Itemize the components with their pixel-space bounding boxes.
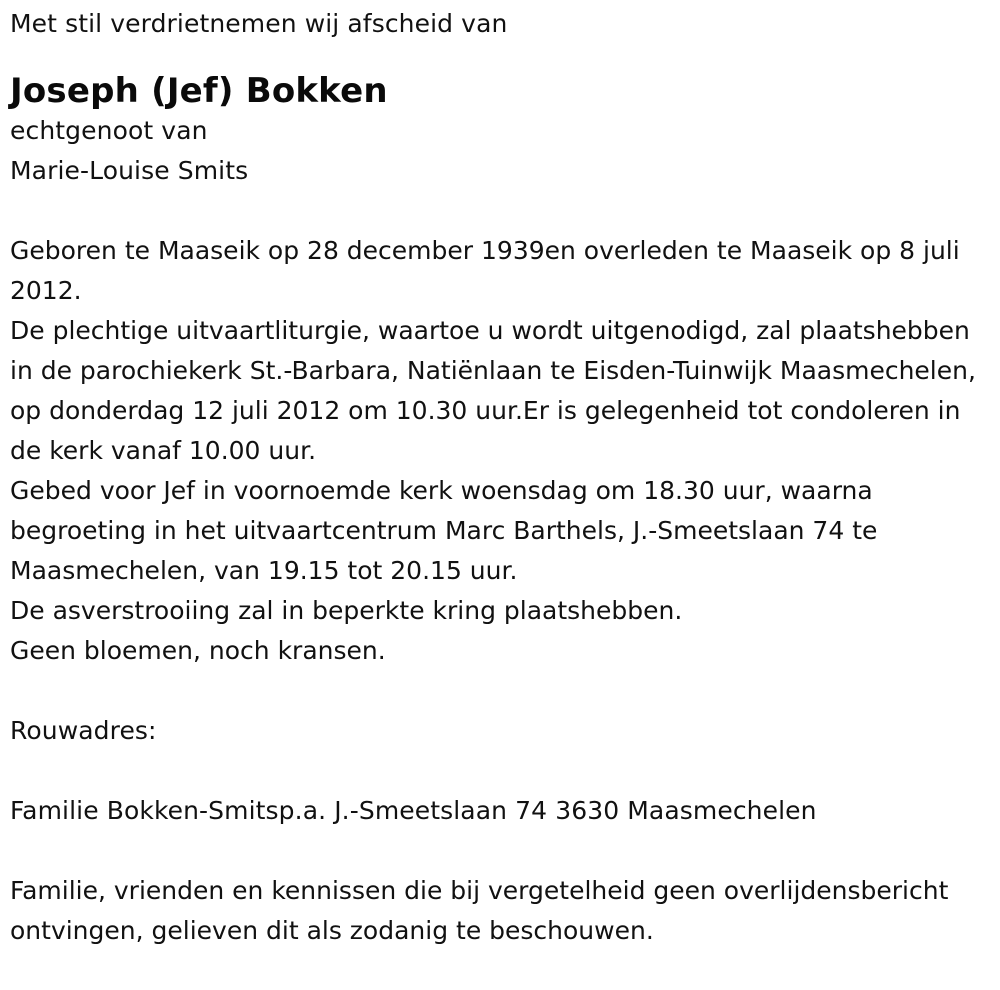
relation-text: echtgenoot van [10, 116, 208, 145]
notice-body [10, 231, 985, 671]
flowers-text: Geen bloemen, noch kransen. [10, 636, 386, 665]
birth-death-text: Geboren te Maaseik op 28 december 1939en overleden te Maaseik op 8 juli 2012. [10, 236, 960, 305]
liturgy-text: De plechtige uitvaartliturgie, waartoe u wordt uitgenodigd, zal plaatshebben in de parochiekerk St.-Barbara, Natiënlaan te Eisden-Tuinwijk Maasmechelen, op donderdag 12 juli 2012 om 10.30 uur.Er is gelegenheid tot condoleren in de kerk vanaf 10.00 uur. [10, 316, 976, 465]
spacer [10, 831, 985, 871]
deceased-name: Joseph (Jef) Bokken [10, 71, 388, 111]
prayer-text: Gebed voor Jef in voornoemde kerk woensdag om 18.30 uur, waarna begroeting in het uitvaartcentrum Marc Barthels, J.-Smeetslaan 74 te Maasmechelen, van 19.15 tot 20.15 uur. [10, 476, 878, 585]
spouse-name: Marie-Louise Smits [10, 156, 249, 185]
spacer [10, 191, 985, 231]
intro-text: Met stil verdrietnemen wij afscheid van [10, 9, 508, 38]
closing-text: Familie, vrienden en kennissen die bij vergetelheid geen overlijdensbericht ontvingen, gelieven dit als zodanig te beschouwen. [10, 876, 949, 945]
spacer [10, 44, 985, 71]
obituary-notice [10, 4, 985, 951]
spacer [10, 751, 985, 791]
spacer [10, 671, 985, 711]
closing-paragraph [10, 871, 985, 951]
mourning-address-label: Rouwadres: [10, 716, 157, 745]
scattering-text: De asverstrooiing zal in beperkte kring plaatshebben. [10, 596, 683, 625]
mourning-address: Familie Bokken-Smitsp.a. J.-Smeetslaan 74 3630 Maasmechelen [10, 796, 817, 825]
